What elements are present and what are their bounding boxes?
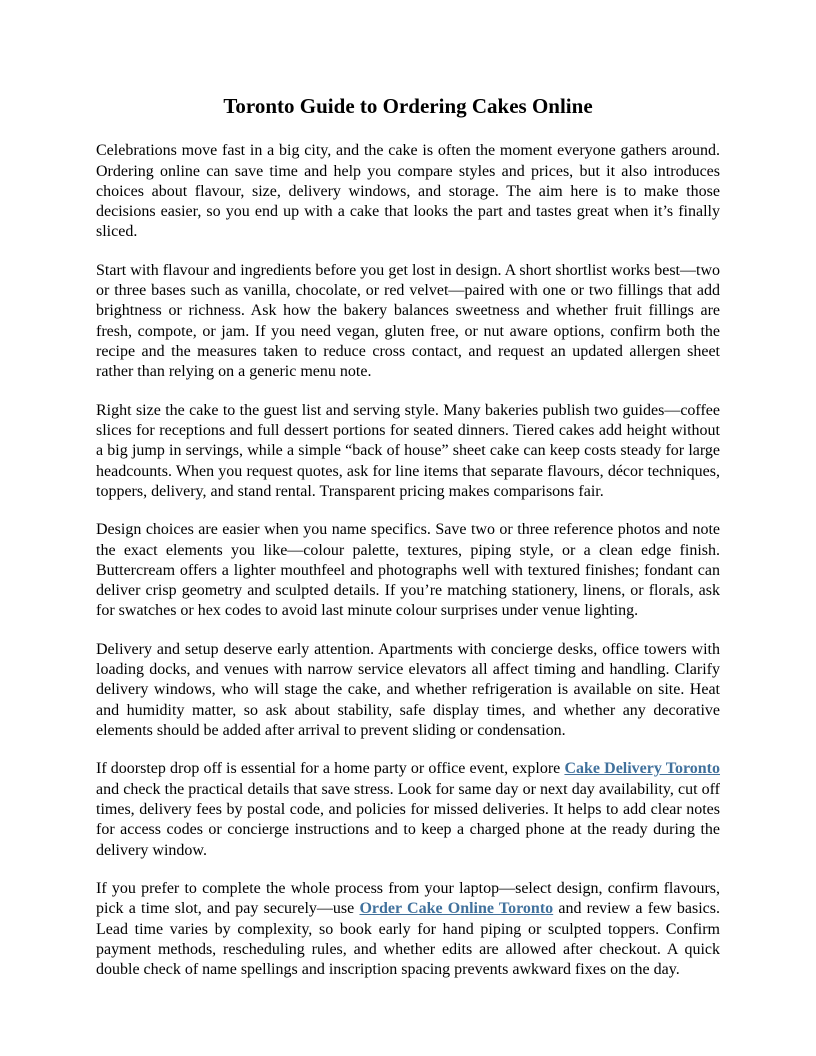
- paragraph-text: Delivery and setup deserve early attention. Apartments with concierge desks, office towers with loading docks, and venues with narrow service elevators all affect timing and handling. Clarify delivery windows, who will stage the cake, and whether refrigeration is available on site. Heat and humidity matter, so ask about stability, safe display times, and whether any decorative elements should be added after arrival to prevent sliding or condensation.: [96, 640, 720, 739]
- paragraph-text: If doorstep drop off is essential for a home party or office event, explore: [96, 760, 565, 778]
- paragraph-text: Start with flavour and ingredients before you get lost in design. A short shortlist works best—two or three bases such as vanilla, chocolate, or red velvet—paired with one or two fillings that add brightness or richness. Ask how the bakery balances sweetness and whether fruit fillings are fresh, compote, or jam. If you need vegan, gluten free, or nut aware options, confirm both the recipe and the measures taken to reduce cross contact, and request an updated allergen sheet rather than relying on a generic menu note.: [96, 261, 720, 381]
- hyperlink[interactable]: Cake Delivery Toronto: [564, 760, 720, 778]
- paragraph: [96, 759, 720, 861]
- paragraph-text: If you prefer to complete the whole process from your laptop—select design, confirm flavours, pick a time slot, and pay securely—use: [96, 879, 720, 918]
- paragraph: [96, 261, 720, 383]
- paragraph-text: and check the practical details that save stress. Look for same day or next day availability, cut off times, delivery fees by postal code, and policies for missed deliveries. It helps to add clear notes for access codes or concierge instructions and to keep a charged phone at the ready during the delivery window.: [96, 780, 720, 859]
- paragraph: [96, 401, 720, 503]
- paragraph: [96, 520, 720, 622]
- paragraph-text: and review a few basics. Lead time varies by complexity, so book early for hand piping or sculpted toppers. Confirm payment methods, rescheduling rules, and whether edits are allowed after checkout. A quick double check of name spellings and inscription spacing prevents awkward fixes on the day.: [96, 900, 720, 979]
- paragraph: [96, 879, 720, 981]
- paragraph-text: Celebrations move fast in a big city, and the cake is often the moment everyone gathers around. Ordering online can save time and help you compare styles and prices, but it also introduces choices about flavour, size, delivery windows, and storage. The aim here is to make those decisions easier, so you end up with a cake that looks the part and tastes great when it’s finally sliced.: [96, 142, 720, 241]
- document-body: [96, 141, 720, 980]
- hyperlink[interactable]: Order Cake Online Toronto: [359, 900, 554, 918]
- paragraph: [96, 640, 720, 742]
- paragraph: [96, 141, 720, 243]
- paragraph-text: Right size the cake to the guest list and serving style. Many bakeries publish two guides—coffee slices for receptions and full dessert portions for seated dinners. Tiered cakes add height without a big jump in servings, while a simple “back of house” sheet cake can keep costs steady for large headcounts. When you request quotes, ask for line items that separate flavours, décor techniques, toppers, delivery, and stand rental. Transparent pricing makes comparisons fair.: [96, 401, 720, 500]
- document-title: Toronto Guide to Ordering Cakes Online: [223, 94, 593, 118]
- paragraph-text: Design choices are easier when you name specifics. Save two or three reference photos and note the exact elements you like—colour palette, textures, piping style, or a clean edge finish. Buttercream offers a lighter mouthfeel and photographs well with textured finishes; fondant can deliver crisp geometry and sculpted details. If you’re matching stationery, linens, or florals, ask for swatches or hex codes to avoid last minute colour surprises under venue lighting.: [96, 521, 720, 620]
